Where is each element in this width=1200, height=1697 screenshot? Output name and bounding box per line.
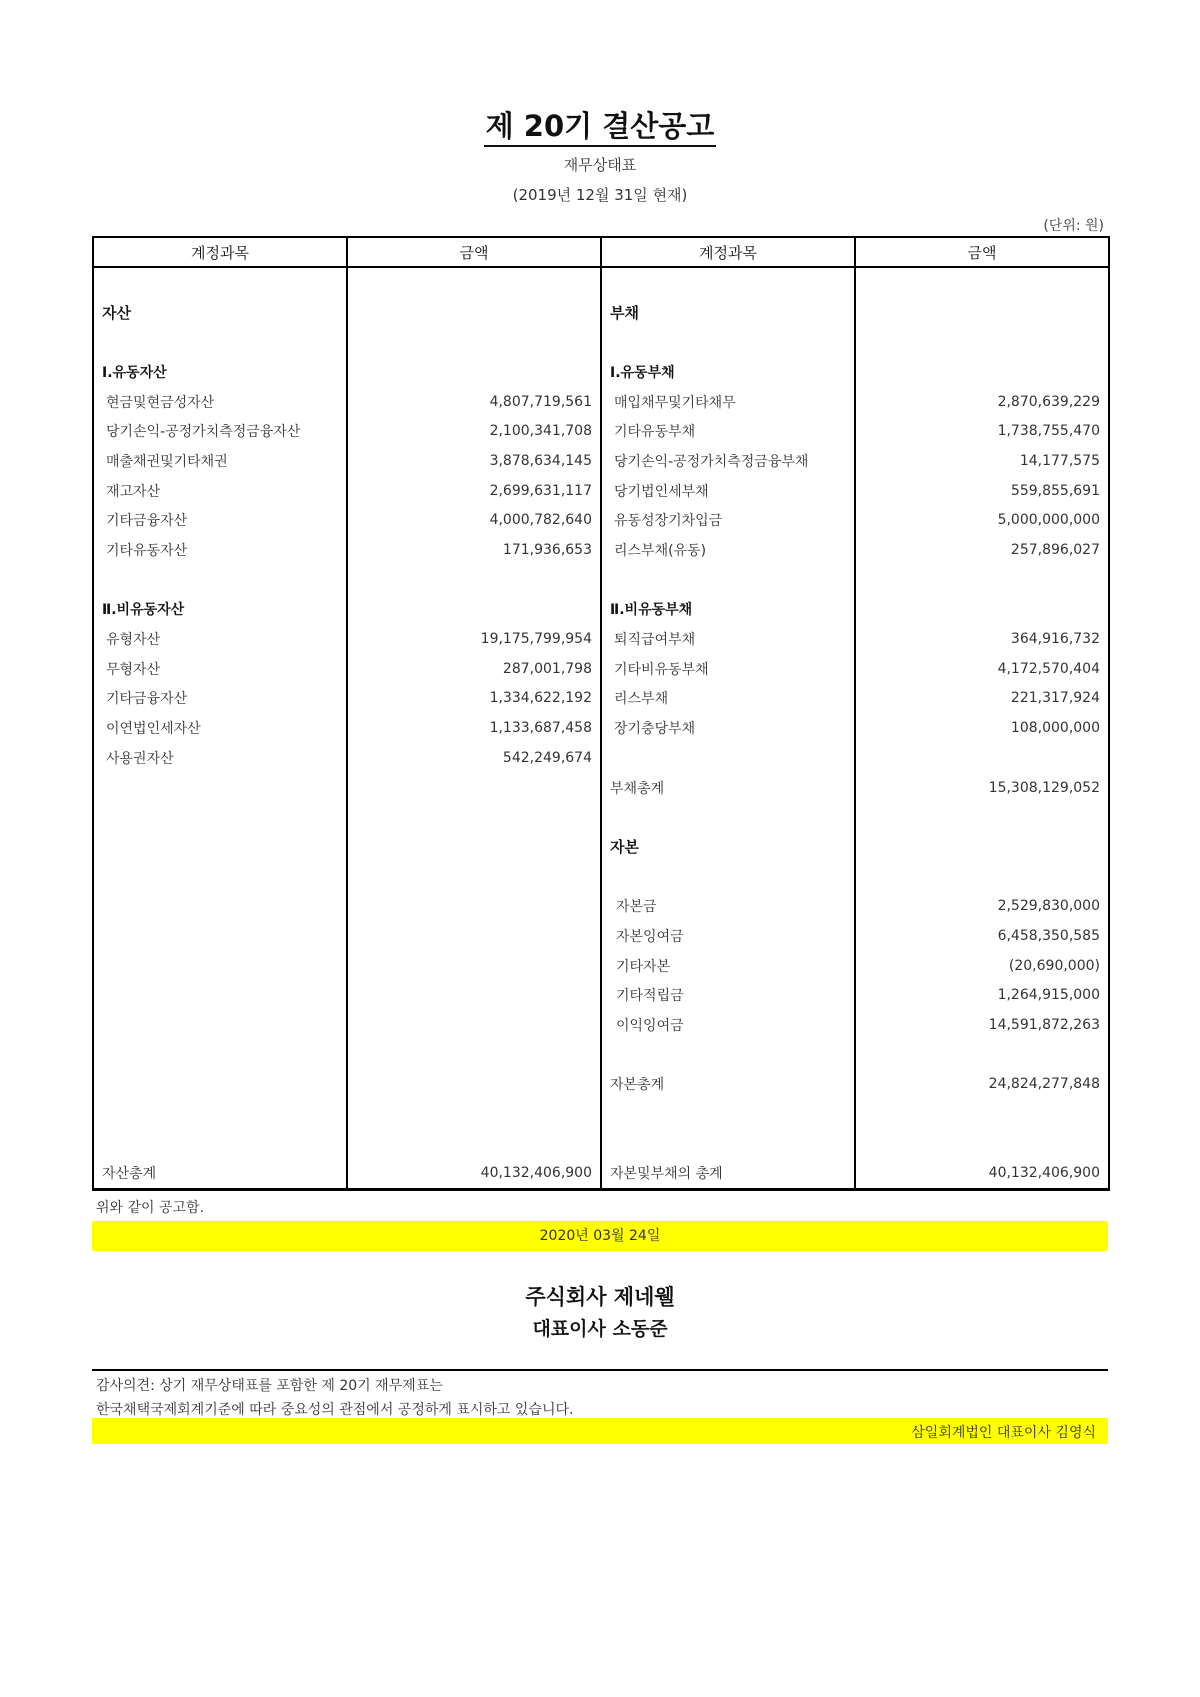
account-right-cell: Ⅱ.비유동부채 (601, 595, 855, 625)
account-right-cell: 퇴직급여부채 (601, 624, 855, 654)
amount-left-cell (347, 1129, 601, 1159)
divider (92, 1369, 1108, 1371)
table-row (93, 1099, 1109, 1129)
table-row (93, 476, 1109, 506)
account-left-cell: 자산총계 (93, 1159, 347, 1190)
table-row (93, 713, 1109, 743)
amount-left-cell: 2,100,341,708 (347, 416, 601, 446)
amount-right-cell: 1,264,915,000 (855, 981, 1109, 1011)
account-left-cell (93, 981, 347, 1011)
amount-right-cell: 559,855,691 (855, 476, 1109, 506)
unit-label: (단위: 원) (1043, 218, 1104, 234)
header-account-left: 계정과목 (93, 237, 347, 267)
account-right-cell (601, 327, 855, 357)
amount-left-cell: 1,334,622,192 (347, 684, 601, 714)
account-left-cell (93, 951, 347, 981)
account-left-cell: 현금및현금성자산 (93, 387, 347, 417)
table-row (93, 802, 1109, 832)
account-left-cell: 기타금융자산 (93, 506, 347, 536)
amount-right-cell: 1,738,755,470 (855, 416, 1109, 446)
account-right-cell (601, 1040, 855, 1070)
amount-right-cell (855, 862, 1109, 892)
amount-left-cell: 2,699,631,117 (347, 476, 601, 506)
amount-left-cell (347, 595, 601, 625)
amount-left-cell (347, 1070, 601, 1100)
account-left-cell (93, 327, 347, 357)
account-right-cell: 자본및부채의 총계 (601, 1159, 855, 1190)
amount-right-cell: 14,591,872,263 (855, 1010, 1109, 1040)
amount-right-cell: 364,916,732 (855, 624, 1109, 654)
table-row (93, 595, 1109, 625)
amount-left-cell (347, 267, 601, 298)
account-right-cell: 부채총계 (601, 773, 855, 803)
account-left-cell: 매출채권및기타채권 (93, 446, 347, 476)
amount-left-cell (347, 891, 601, 921)
table-row (93, 446, 1109, 476)
amount-right-cell (855, 595, 1109, 625)
account-right-cell: 당기법인세부채 (601, 476, 855, 506)
account-left-cell: 자산 (93, 298, 347, 328)
amount-right-cell (855, 1129, 1109, 1159)
account-left-cell (93, 1099, 347, 1129)
account-right-cell: 기타적립금 (601, 981, 855, 1011)
header-amount-left: 금액 (347, 237, 601, 267)
table-row (93, 891, 1109, 921)
account-right-cell: 유동성장기차입금 (601, 506, 855, 536)
account-left-cell: 무형자산 (93, 654, 347, 684)
table-row (93, 1129, 1109, 1159)
table-row (93, 535, 1109, 565)
amount-left-cell (347, 832, 601, 862)
amount-left-cell: 19,175,799,954 (347, 624, 601, 654)
table-row (93, 654, 1109, 684)
amount-right-cell: 24,824,277,848 (855, 1070, 1109, 1100)
amount-right-cell: 257,896,027 (855, 535, 1109, 565)
account-right-cell (601, 1129, 855, 1159)
account-right-cell: 기타유동부채 (601, 416, 855, 446)
amount-right-cell (855, 298, 1109, 328)
table-row (93, 416, 1109, 446)
amount-left-cell (347, 1040, 601, 1070)
account-right-cell: 자본 (601, 832, 855, 862)
amount-left-cell: 542,249,674 (347, 743, 601, 773)
account-left-cell (93, 802, 347, 832)
account-left-cell (93, 891, 347, 921)
table-row (93, 1070, 1109, 1100)
account-left-cell: 재고자산 (93, 476, 347, 506)
amount-right-cell: 14,177,575 (855, 446, 1109, 476)
amount-left-cell (347, 802, 601, 832)
amount-right-cell (855, 1099, 1109, 1129)
amount-left-cell (347, 565, 601, 595)
header-amount-right: 금액 (855, 237, 1109, 267)
amount-left-cell: 4,807,719,561 (347, 387, 601, 417)
amount-right-cell: 6,458,350,585 (855, 921, 1109, 951)
account-right-cell: 장기충당부채 (601, 713, 855, 743)
account-right-cell (601, 565, 855, 595)
amount-right-cell (855, 357, 1109, 387)
announcement-date: 2020년 03월 24일 (92, 1221, 1108, 1251)
table-row (93, 1159, 1109, 1190)
account-right-cell: 기타비유동부채 (601, 654, 855, 684)
account-left-cell: Ⅱ.비유동자산 (93, 595, 347, 625)
account-right-cell (601, 1099, 855, 1129)
account-left-cell: 기타유동자산 (93, 535, 347, 565)
amount-left-cell: 4,000,782,640 (347, 506, 601, 536)
amount-left-cell (347, 298, 601, 328)
table-row (93, 327, 1109, 357)
page-title: 제 20기 결산공고 (0, 104, 1200, 145)
account-left-cell: 이연법인세자산 (93, 713, 347, 743)
account-left-cell (93, 832, 347, 862)
account-left-cell (93, 921, 347, 951)
account-left-cell (93, 1129, 347, 1159)
amount-left-cell: 40,132,406,900 (347, 1159, 601, 1190)
amount-right-cell (855, 267, 1109, 298)
amount-right-cell (855, 1040, 1109, 1070)
amount-right-cell: (20,690,000) (855, 951, 1109, 981)
table-row (93, 1040, 1109, 1070)
account-right-cell (601, 743, 855, 773)
table-row (93, 357, 1109, 387)
table-row (93, 506, 1109, 536)
account-right-cell: 당기손익-공정가치측정금융부채 (601, 446, 855, 476)
account-right-cell: 부채 (601, 298, 855, 328)
table-row (93, 624, 1109, 654)
amount-right-cell: 15,308,129,052 (855, 773, 1109, 803)
table-row (93, 684, 1109, 714)
account-left-cell (93, 565, 347, 595)
amount-right-cell (855, 327, 1109, 357)
account-right-cell: 자본잉여금 (601, 921, 855, 951)
account-left-cell: 당기손익-공정가치측정금융자산 (93, 416, 347, 446)
table-row (93, 832, 1109, 862)
table-row (93, 773, 1109, 803)
account-left-cell: Ⅰ.유동자산 (93, 357, 347, 387)
account-left-cell (93, 862, 347, 892)
table-row (93, 1010, 1109, 1040)
account-left-cell (93, 1010, 347, 1040)
account-right-cell: 매입채무및기타채무 (601, 387, 855, 417)
amount-left-cell (347, 951, 601, 981)
announcement-note: 위와 같이 공고함. (96, 1200, 205, 1216)
header-account-right: 계정과목 (601, 237, 855, 267)
statement-name: 재무상태표 (563, 156, 637, 174)
account-left-cell (93, 1040, 347, 1070)
amount-left-cell: 1,133,687,458 (347, 713, 601, 743)
account-left-cell: 유형자산 (93, 624, 347, 654)
account-right-cell: 이익잉여금 (601, 1010, 855, 1040)
amount-left-cell (347, 357, 601, 387)
amount-left-cell (347, 1099, 601, 1129)
amount-left-cell: 287,001,798 (347, 654, 601, 684)
amount-left-cell (347, 921, 601, 951)
audit-opinion-line2: 한국채택국제회계기준에 따라 중요성의 관점에서 공정하게 표시하고 있습니다. (96, 1402, 574, 1418)
amount-left-cell: 171,936,653 (347, 535, 601, 565)
amount-left-cell (347, 773, 601, 803)
table-row (93, 951, 1109, 981)
account-right-cell: 자본총계 (601, 1070, 855, 1100)
amount-right-cell: 4,172,570,404 (855, 654, 1109, 684)
amount-right-cell: 221,317,924 (855, 684, 1109, 714)
amount-right-cell: 2,870,639,229 (855, 387, 1109, 417)
table-row (93, 387, 1109, 417)
account-right-cell (601, 267, 855, 298)
table-row (93, 921, 1109, 951)
amount-right-cell (855, 565, 1109, 595)
account-left-cell: 사용권자산 (93, 743, 347, 773)
amount-left-cell: 3,878,634,145 (347, 446, 601, 476)
account-right-cell (601, 802, 855, 832)
table-row (93, 267, 1109, 298)
account-right-cell: Ⅰ.유동부채 (601, 357, 855, 387)
account-right-cell: 기타자본 (601, 951, 855, 981)
amount-left-cell (347, 862, 601, 892)
amount-right-cell: 5,000,000,000 (855, 506, 1109, 536)
amount-right-cell (855, 832, 1109, 862)
balance-sheet-table (92, 236, 1110, 1191)
table-row (93, 565, 1109, 595)
table-row (93, 862, 1109, 892)
amount-right-cell (855, 802, 1109, 832)
amount-left-cell (347, 981, 601, 1011)
amount-right-cell: 108,000,000 (855, 713, 1109, 743)
table-row (93, 981, 1109, 1011)
auditor-name: 삼일회계법인 대표이사 김영식 (911, 1425, 1096, 1441)
account-right-cell (601, 862, 855, 892)
account-left-cell (93, 267, 347, 298)
account-left-cell (93, 773, 347, 803)
amount-right-cell: 40,132,406,900 (855, 1159, 1109, 1190)
amount-left-cell (347, 327, 601, 357)
statement-date: (2019년 12월 31일 현재) (512, 186, 688, 204)
audit-opinion-line1: 감사의견: 상기 재무상태표를 포함한 제 20기 재무제표는 (96, 1378, 443, 1394)
ceo-name: 대표이사 소동준 (532, 1318, 668, 1340)
account-right-cell: 리스부채(유동) (601, 535, 855, 565)
amount-left-cell (347, 1010, 601, 1040)
table-row (93, 743, 1109, 773)
table-row (93, 298, 1109, 328)
account-left-cell (93, 1070, 347, 1100)
amount-right-cell (855, 743, 1109, 773)
account-right-cell: 리스부채 (601, 684, 855, 714)
account-left-cell: 기타금융자산 (93, 684, 347, 714)
company-name: 주식회사 제네웰 (525, 1285, 675, 1309)
table-header-row (93, 237, 1109, 267)
amount-right-cell: 2,529,830,000 (855, 891, 1109, 921)
table-body (93, 267, 1109, 1190)
account-right-cell: 자본금 (601, 891, 855, 921)
